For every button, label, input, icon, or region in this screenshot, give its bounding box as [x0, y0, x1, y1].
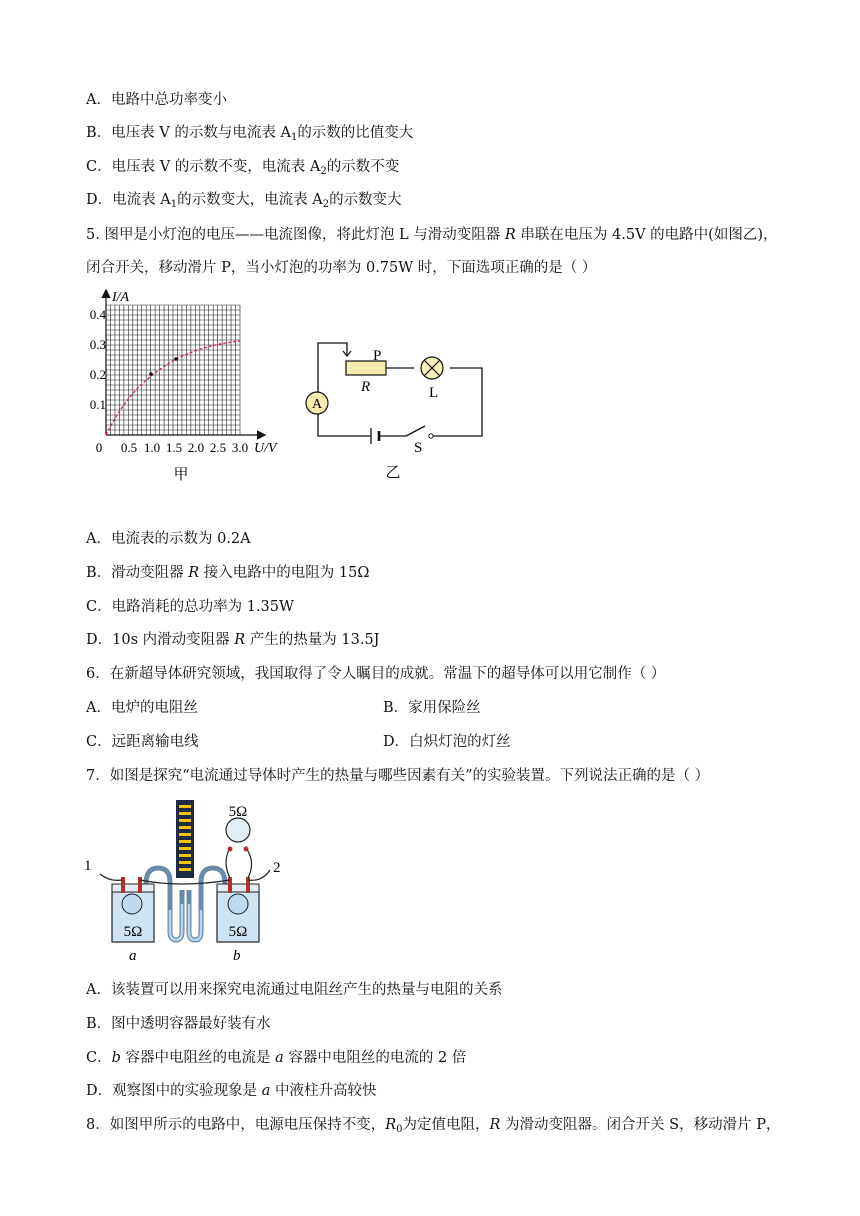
x-axis-label: U/V: [254, 441, 277, 456]
right-resistor-label: 5Ω: [228, 924, 248, 940]
scale-board: [176, 800, 194, 878]
q7-option-a: A．该装置可以用来探究电流通过电阻丝产生的热量与电阻的关系: [86, 982, 503, 998]
u-tubes: [146, 868, 225, 940]
switch-label: S: [414, 440, 423, 456]
resistor-wire-b: [228, 894, 248, 914]
q5-circuit-diagram: [295, 335, 495, 485]
q6-option-d: D．白炽灯泡的灯丝: [383, 734, 511, 750]
q4-option-c: C．电压表 V 的示数不变，电流表 $A_2$的示数不变: [86, 159, 400, 177]
top-terminal: [228, 847, 233, 852]
x-tick-label: 1.0: [143, 440, 161, 455]
container-b-label: b: [233, 948, 241, 964]
q6-option-b: B．家用保险丝: [383, 700, 481, 716]
wire-label-2: 2: [273, 860, 281, 876]
lid-b: [217, 884, 259, 892]
y-tick-label: 0.1: [89, 397, 106, 412]
origin-label: 0: [95, 440, 103, 455]
curve-point: [149, 372, 153, 376]
q7-option-d: D．观察图中的实验现象是 a 中液柱升高较快: [86, 1083, 377, 1099]
resistor-label: R: [361, 379, 371, 395]
y-tick-label: 0.2: [89, 367, 106, 382]
q5-option-d: D．10s 内滑动变阻器 R 产生的热量为 13.5J: [86, 632, 380, 648]
q5-option-c: C．电路消耗的总功率为 1.35W: [86, 599, 294, 615]
top-resistor-wire: [226, 818, 250, 842]
wire-label-1: 1: [84, 858, 92, 874]
q4-option-b: B．电压表 V 的示数与电流表 $A_1$的示数的比值变大: [86, 125, 414, 143]
lamp-label: L: [429, 385, 439, 401]
circuit-caption: 乙: [385, 463, 401, 481]
q7-stem: 7．如图是探究“电流通过导体时产生的热量与哪些因素有关”的实验装置。下列说法正确的是（ ）: [86, 768, 710, 784]
q5-stem-line1: 5. 图甲是小灯泡的电压——电流图像，将此灯泡 L 与滑动变阻器 R 串联在电压为 4.5V 的电路中(如图乙)，: [86, 227, 778, 243]
graph-caption: 甲: [173, 465, 189, 483]
top-resistor-label: 5Ω: [228, 804, 248, 820]
container-a-label: a: [129, 948, 137, 964]
lid-a: [112, 884, 154, 892]
x-tick-label: 0.5: [120, 440, 138, 455]
y-tick-label: 0.4: [89, 307, 106, 322]
q6-option-a: A．电炉的电阻丝: [86, 700, 198, 716]
q5-option-b: B．滑动变阻器 R 接入电路中的电阻为 15Ω: [86, 565, 370, 581]
x-tick-label: 2.0: [187, 440, 205, 455]
q7-apparatus-figure: [80, 800, 300, 970]
terminals: [121, 877, 250, 893]
q6-stem: 6．在新超导体研究领域，我国取得了令人瞩目的成就。常温下的超导体可以用它制作（ ）: [86, 666, 666, 682]
top-terminal: [244, 847, 249, 852]
slider-label: P: [373, 348, 382, 364]
q8-stem: 8．如图甲所示的电路中，电源电压保持不变，$R_0$为定值电阻，R 为滑动变阻器。闭合开关 S，移动滑片 P，: [86, 1117, 781, 1135]
u-tube-liquid: [170, 904, 201, 940]
x-tick-label: 2.5: [209, 440, 227, 455]
y-tick-label: 0.3: [89, 337, 106, 352]
x-tick-label: 3.0: [231, 440, 249, 455]
q7-option-b: B．图中透明容器最好装有水: [86, 1016, 271, 1032]
slider-arrow: [343, 351, 351, 356]
graph-grid: [106, 305, 240, 435]
resistor-wire-a: [122, 894, 142, 914]
q4-option-d: D．电流表 $A_1$的示数变大，电流表 $A_2$的示数变大: [86, 192, 402, 210]
q5-stem-line2: 闭合开关，移动滑片 P，当小灯泡的功率为 0.75W 时，下面选项正确的是（ ）: [86, 260, 597, 276]
q5-option-a: A．电流表的示数为 0.2A: [86, 531, 251, 547]
x-tick-label: 1.5: [165, 440, 183, 455]
y-axis-label: I/A: [112, 290, 130, 305]
curve-point: [174, 357, 178, 361]
ammeter-label: A: [311, 397, 323, 412]
q7-option-c: C．b 容器中电阻丝的电流是 a 容器中电阻丝的电流的 2 倍: [86, 1050, 467, 1066]
switch-contact: [429, 434, 433, 438]
left-resistor-label: 5Ω: [123, 924, 143, 940]
q6-option-c: C．远距离输电线: [86, 734, 199, 750]
q5-iu-graph: [86, 285, 286, 490]
q4-option-a: A．电路中总功率变小: [86, 92, 227, 108]
switch-blade: [406, 426, 425, 436]
